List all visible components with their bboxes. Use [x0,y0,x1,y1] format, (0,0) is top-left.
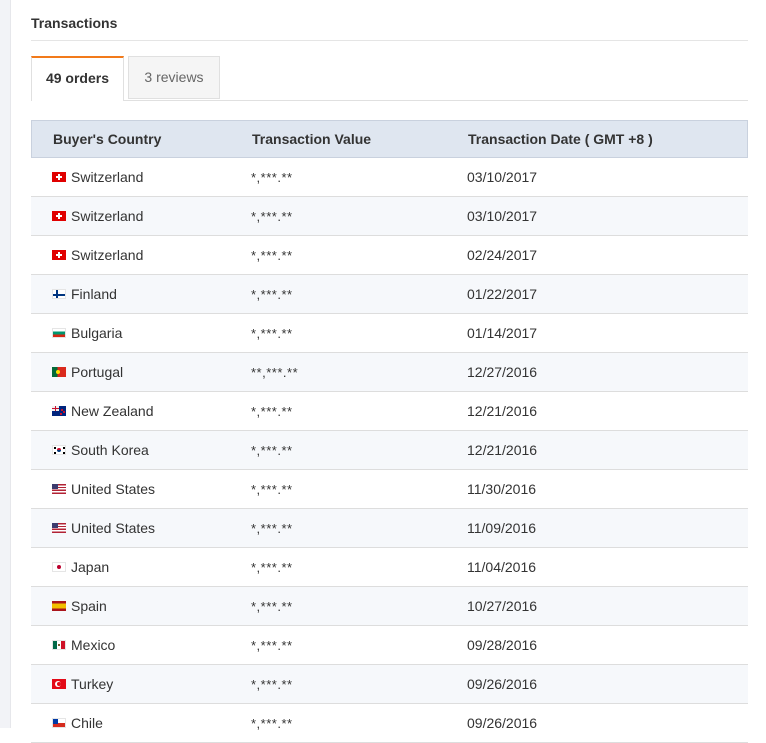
country-name: New Zealand [71,403,154,419]
country-name: Spain [71,598,107,614]
transaction-date: 12/21/2016 [467,403,538,419]
table-row [31,197,748,236]
table-row [31,587,748,626]
new-zealand-flag-icon [52,406,66,416]
country-cell [52,509,155,547]
column-header-date[interactable]: Transaction Date ( GMT +8 ) [468,131,653,147]
transaction-date: 09/26/2016 [467,676,538,692]
transaction-value: *,***.** [251,520,293,536]
country-cell [52,392,154,430]
transaction-value: **,***.** [251,364,299,380]
tab-bar [31,56,748,101]
country-cell [52,314,122,352]
country-name: Portugal [71,364,124,380]
transaction-date: 12/27/2016 [467,364,538,380]
country-cell [52,431,149,469]
transaction-value: *,***.** [251,286,293,302]
table-row [31,314,748,353]
bulgaria-flag-icon [52,328,66,338]
transaction-value: *,***.** [251,715,293,731]
table-row [31,509,748,548]
table-row [31,236,748,275]
switzerland-flag-icon [52,211,66,221]
country-cell [52,353,123,391]
transactions-table [31,120,748,743]
transaction-date: 11/04/2016 [467,559,537,575]
table-row [31,158,748,197]
transaction-date: 01/22/2017 [467,286,538,302]
table-row [31,275,748,314]
table-body [31,158,748,743]
country-name: South Korea [71,442,149,458]
transaction-value: *,***.** [251,598,293,614]
transaction-value: *,***.** [251,481,293,497]
country-cell [52,236,143,274]
united-states-flag-icon [52,484,66,494]
transaction-date: 09/26/2016 [467,715,538,731]
transaction-value: *,***.** [251,442,293,458]
country-name: Bulgaria [71,325,123,341]
transaction-value: *,***.** [251,208,293,224]
transaction-value: *,***.** [251,559,293,575]
table-row [31,392,748,431]
table-row [31,353,748,392]
table-row [31,470,748,509]
tab-orders[interactable]: 49 orders [31,56,124,101]
country-name: Chile [71,715,103,731]
column-header-country[interactable]: Buyer's Country [53,131,162,147]
switzerland-flag-icon [52,172,66,182]
country-name: Switzerland [71,208,144,224]
section-title: Transactions [31,0,748,41]
transaction-date: 03/10/2017 [467,169,538,185]
mexico-flag-icon [52,640,66,650]
south-korea-flag-icon [52,445,66,455]
transaction-date: 01/14/2017 [467,325,538,341]
table-row [31,548,748,587]
transaction-date: 11/09/2016 [467,520,537,536]
country-name: Switzerland [71,169,144,185]
country-name: Japan [71,559,110,575]
transaction-value: *,***.** [251,637,293,653]
country-cell [52,626,115,664]
transaction-value: *,***.** [251,247,293,263]
transaction-date: 12/21/2016 [467,442,538,458]
country-name: United States [71,520,156,536]
transaction-date: 03/10/2017 [467,208,538,224]
country-cell [52,704,103,742]
chile-flag-icon [52,718,66,728]
turkey-flag-icon [52,679,66,689]
transaction-date: 02/24/2017 [467,247,538,263]
tab-reviews[interactable]: 3 reviews [128,56,220,99]
country-cell [52,470,155,508]
spain-flag-icon [52,601,66,611]
switzerland-flag-icon [52,250,66,260]
japan-flag-icon [52,562,66,572]
table-row [31,626,748,665]
table-header-row [31,120,748,158]
united-states-flag-icon [52,523,66,533]
transaction-value: *,***.** [251,403,293,419]
transaction-date: 11/30/2016 [467,481,537,497]
country-cell [52,275,117,313]
transaction-date: 10/27/2016 [467,598,538,614]
country-cell [52,197,143,235]
column-header-value[interactable]: Transaction Value [252,131,372,147]
transaction-value: *,***.** [251,169,293,185]
left-rail [0,0,11,728]
country-cell [52,158,143,196]
finland-flag-icon [52,289,66,299]
country-name: Turkey [71,676,114,692]
transaction-value: *,***.** [251,676,293,692]
country-name: Mexico [71,637,116,653]
country-name: United States [71,481,156,497]
country-cell [52,548,109,586]
country-cell [52,587,107,625]
country-cell [52,665,113,703]
transaction-value: *,***.** [251,325,293,341]
table-row [31,431,748,470]
portugal-flag-icon [52,367,66,377]
transactions-panel [31,0,748,731]
transaction-date: 09/28/2016 [467,637,538,653]
country-name: Finland [71,286,117,302]
table-row [31,665,748,704]
country-name: Switzerland [71,247,144,263]
table-row [31,704,748,743]
